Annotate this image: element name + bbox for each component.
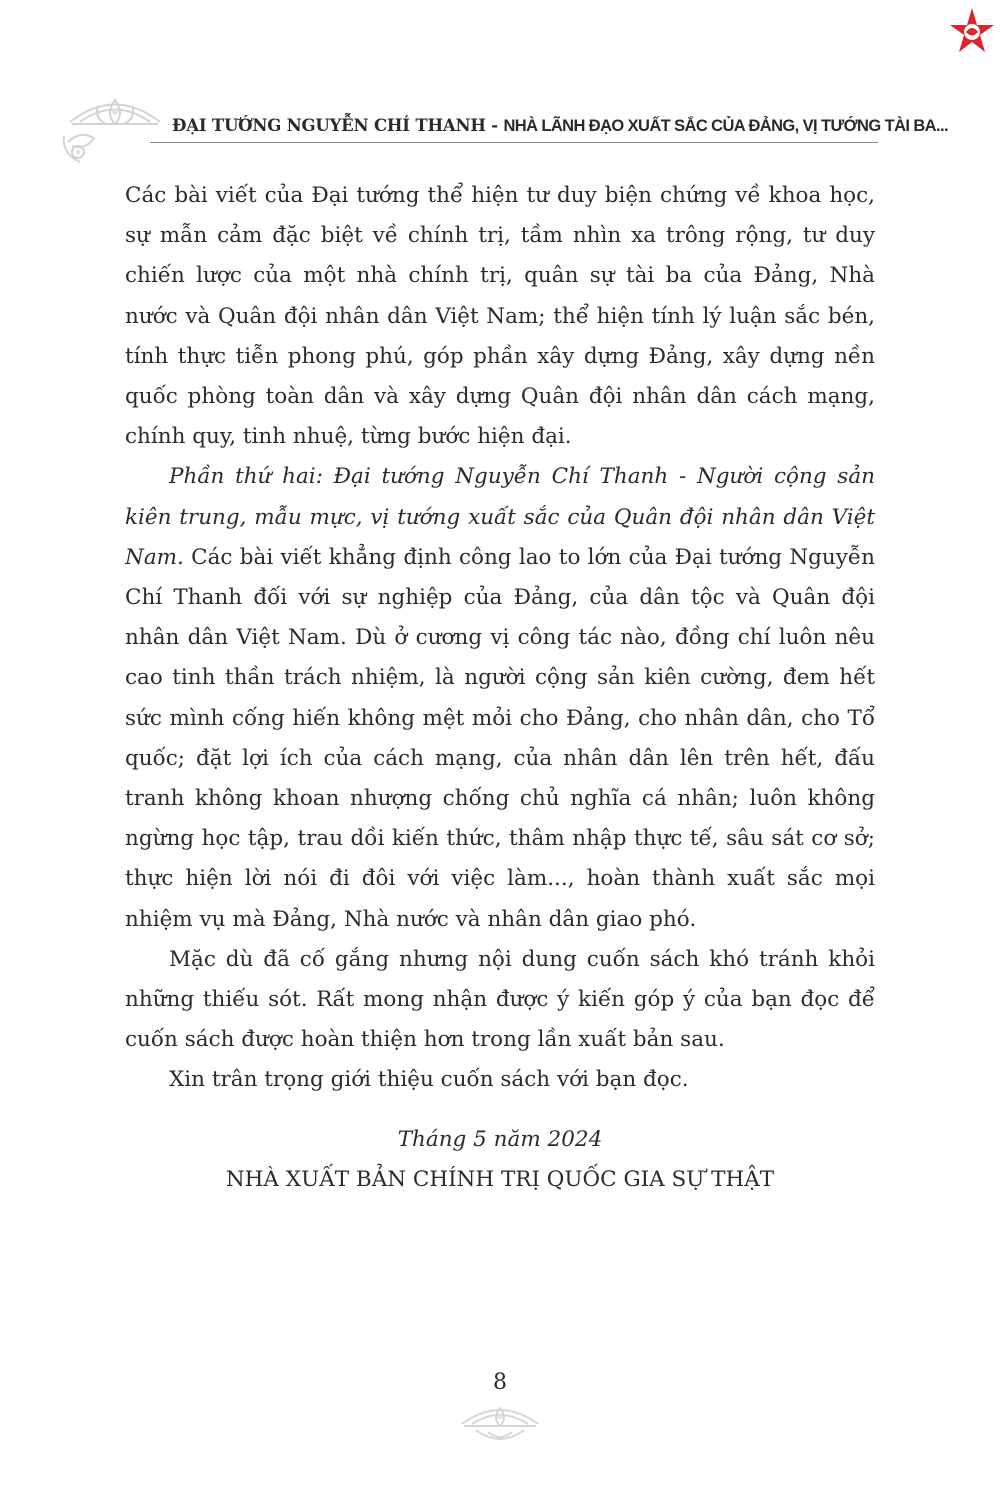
publisher-logo-icon — [946, 6, 998, 58]
signoff-date: Tháng 5 năm 2024 — [397, 1127, 603, 1152]
paragraph-2-italic: Phần thứ hai: Đại tướng Nguyễn Chí Thanh - Người cộng sản kiên trung, mẫu mực, vị tướng xuất sắc của Quân đội nhân dân Việt Nam. — [125, 464, 875, 570]
paragraph-2 — [125, 457, 875, 939]
lotus-ornament-icon — [60, 92, 170, 172]
footer-lotus-ornament-icon — [456, 1402, 544, 1448]
signoff — [0, 1120, 1000, 1200]
running-header-title: ĐẠI TƯỚNG NGUYỄN CHÍ THANH - — [172, 116, 504, 135]
paragraph-3: Mặc dù đã cố gắng nhưng nội dung cuốn sách khó tránh khỏi những thiếu sót. Rất mong nhận được ý kiến góp ý của bạn đọc để cuốn sách được hoàn thiện hơn trong lần xuất bản sau. — [125, 946, 875, 1053]
running-header — [172, 116, 948, 136]
signoff-publisher: NHÀ XUẤT BẢN CHÍNH TRỊ QUỐC GIA SỰ THẬT — [225, 1167, 775, 1192]
body-text — [125, 176, 875, 1101]
paragraph-1: Các bài viết của Đại tướng thể hiện tư duy biện chứng về khoa học, sự mẫn cảm đặc biệt về chính trị, tầm nhìn xa trông rộng, tư duy chiến lược của một nhà chính trị, quân sự tài ba của Đảng, Nhà nước và Quân đội nhân dân Việt Nam; thể hiện tính lý luận sắc bén, tính thực tiễn phong phú, góp phần xây dựng Đảng, xây dựng nền quốc phòng toàn dân và xây dựng Quân đội nhân dân cách mạng, chính quy, tinh nhuệ, từng bước hiện đại. — [125, 183, 875, 450]
paragraph-4: Xin trân trọng giới thiệu cuốn sách với bạn đọc. — [169, 1067, 689, 1093]
paragraph-2-rest: Các bài viết khẳng định công lao to lớn của Đại tướng Nguyễn Chí Thanh đối với sự nghiệp của Đảng, của dân tộc và Quân đội nhân dân Việt Nam. Dù ở cương vị công tác nào, đồng chí luôn nêu cao tinh thần trách nhiệm, là người cộng sản kiên cường, đem hết sức mình cống hiến không mệt mỏi cho Đảng, cho nhân dân, cho Tổ quốc; đặt lợi ích của cách mạng, của nhân dân lên trên hết, đấu tranh không khoan nhượng chống chủ nghĩa cá nhân; luôn không ngừng học tập, trau dồi kiến thức, thâm nhập thực tế, sâu sát cơ sở; thực hiện lời nói đi đôi với việc làm..., hoàn thành xuất sắc mọi nhiệm vụ mà Đảng, Nhà nước và nhân dân giao phó. — [125, 544, 875, 932]
header-divider — [150, 142, 878, 143]
page-number: 8 — [493, 1370, 507, 1395]
running-header-subtitle: NHÀ LÃNH ĐẠO XUẤT SẮC CỦA ĐẢNG, VỊ TƯỚNG TÀI BA... — [503, 117, 948, 135]
